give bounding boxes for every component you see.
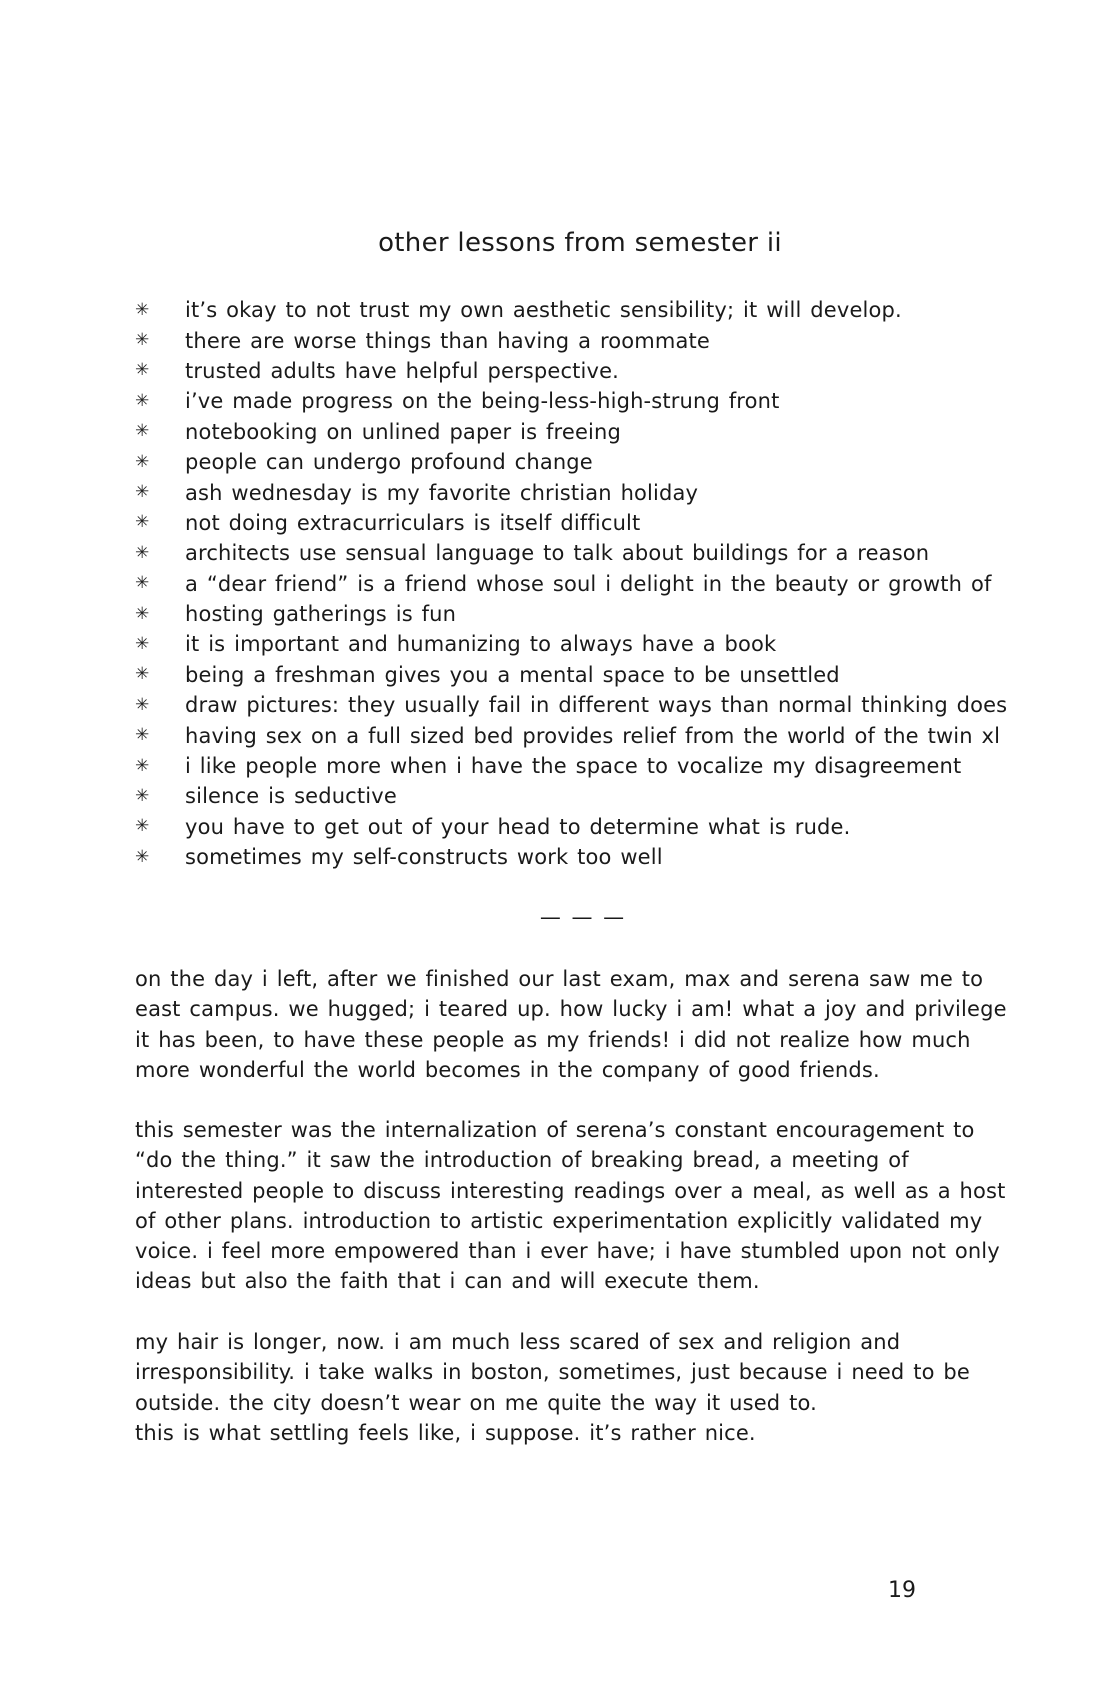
asterisk-bullet-icon: ✳ <box>135 664 150 685</box>
lesson-text: i’ve made progress on the being-less-high-strung front <box>185 389 780 414</box>
lesson-item <box>135 295 1007 325</box>
lesson-text: hosting gatherings is fun <box>185 602 457 627</box>
asterisk-bullet-icon: ✳ <box>135 330 150 351</box>
asterisk-bullet-icon: ✳ <box>135 603 150 624</box>
page-title: other lessons from semester ii <box>378 228 782 259</box>
lesson-text: i like people more when i have the space to vocalize my disagreement <box>185 754 962 779</box>
lessons-list <box>135 295 1007 872</box>
lesson-item <box>135 599 1007 629</box>
lesson-text: people can undergo profound change <box>185 450 593 475</box>
paragraph-leaving-day: on the day i left, after we finished our last exam, max and serena saw me to east campus. we hugged; i teared up. how lucky i am! what a joy and privilege it has been, to have these people as my friends! i did not realize how much more wonderful the world becomes in the company of good friends. <box>135 967 1007 1082</box>
asterisk-bullet-icon: ✳ <box>135 360 150 381</box>
lesson-text: architects use sensual language to talk about buildings for a reason <box>185 541 930 566</box>
asterisk-bullet-icon: ✳ <box>135 482 150 503</box>
lesson-text: you have to get out of your head to determine what is rude. <box>185 814 851 839</box>
lesson-text: ash wednesday is my favorite christian holiday <box>185 480 699 505</box>
section-separator: — — — <box>539 905 627 929</box>
asterisk-bullet-icon: ✳ <box>135 785 150 806</box>
asterisk-bullet-icon: ✳ <box>135 573 150 594</box>
paragraph-hair-longer: my hair is longer, now. i am much less scared of sex and religion and irresponsibility. i take walks in boston, sometimes, just because i need to be outside. the city doesn’t wear on me quite the way it used to. <box>135 1330 970 1415</box>
asterisk-bullet-icon: ✳ <box>135 451 150 472</box>
asterisk-bullet-icon: ✳ <box>135 390 150 411</box>
lesson-item <box>135 325 1007 355</box>
asterisk-bullet-icon: ✳ <box>135 846 150 867</box>
lesson-text: silence is seductive <box>185 784 397 809</box>
asterisk-bullet-icon: ✳ <box>135 725 150 746</box>
lesson-item <box>135 842 1007 872</box>
page-number: 19 <box>888 1578 916 1603</box>
lesson-text: a “dear friend” is a friend whose soul i delight in the beauty or growth of <box>185 571 992 596</box>
lesson-item <box>135 569 1007 599</box>
asterisk-bullet-icon: ✳ <box>135 816 150 837</box>
asterisk-bullet-icon: ✳ <box>135 542 150 563</box>
asterisk-bullet-icon: ✳ <box>135 421 150 442</box>
lesson-item <box>135 629 1007 659</box>
lesson-text: having sex on a full sized bed provides relief from the world of the twin xl <box>185 723 1001 748</box>
lesson-text: notebooking on unlined paper is freeing <box>185 419 621 444</box>
asterisk-bullet-icon: ✳ <box>135 694 150 715</box>
paragraph-settling: this is what settling feels like, i suppose. it’s rather nice. <box>135 1421 756 1445</box>
lesson-item <box>135 417 1007 447</box>
lesson-item <box>135 447 1007 477</box>
asterisk-bullet-icon: ✳ <box>135 755 150 776</box>
lesson-item <box>135 477 1007 507</box>
paragraph-semester-reflection: this semester was the internalization of serena’s constant encouragement to “do the thing.” it saw the introduction of breaking bread, a meeting of interested people to discuss interesting readings over a meal, as well as a host of other plans. introduction to artistic experimentation explicitly validated my voice. i feel more empowered than i ever have; i have stumbled upon not only ideas but also the faith that i can and will execute them. <box>135 1118 1006 1294</box>
lesson-text: draw pictures: they usually fail in different ways than normal thinking does <box>185 693 1008 718</box>
lesson-text: sometimes my self-constructs work too well <box>185 845 663 870</box>
lesson-item <box>135 386 1007 416</box>
lesson-item <box>135 781 1007 811</box>
lesson-text: there are worse things than having a roommate <box>185 328 710 353</box>
asterisk-bullet-icon: ✳ <box>135 512 150 533</box>
lesson-text: it’s okay to not trust my own aesthetic sensibility; it will develop. <box>185 298 902 323</box>
lesson-text: being a freshman gives you a mental space to be unsettled <box>185 662 840 687</box>
lesson-item <box>135 690 1007 720</box>
lesson-text: trusted adults have helpful perspective. <box>185 358 619 383</box>
lesson-text: not doing extracurriculars is itself difficult <box>185 510 641 535</box>
lesson-item <box>135 720 1007 750</box>
asterisk-bullet-icon: ✳ <box>135 633 150 654</box>
lesson-item <box>135 356 1007 386</box>
lesson-item <box>135 660 1007 690</box>
lesson-item <box>135 538 1007 568</box>
asterisk-bullet-icon: ✳ <box>135 299 150 320</box>
lesson-item <box>135 812 1007 842</box>
lesson-item <box>135 508 1007 538</box>
lesson-text: it is important and humanizing to always have a book <box>185 632 777 657</box>
lesson-item <box>135 751 1007 781</box>
